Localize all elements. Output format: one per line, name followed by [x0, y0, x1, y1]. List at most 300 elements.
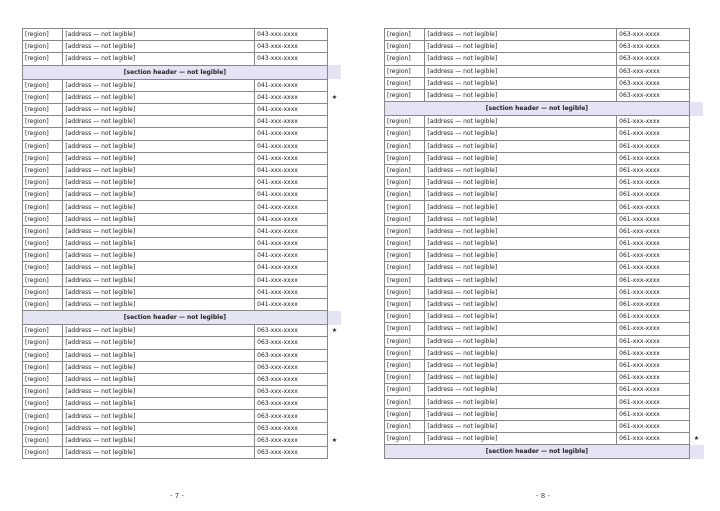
office-name: [region]: [23, 410, 63, 422]
office-phone: 061-xxx-xxxx: [617, 250, 690, 262]
star-mark: [327, 29, 341, 41]
office-name: [region]: [385, 225, 425, 237]
page-number-left: - 7 -: [170, 492, 184, 500]
office-phone: 041-xxx-xxxx: [255, 286, 328, 298]
office-row: [23, 213, 342, 225]
office-name: [region]: [23, 116, 63, 128]
office-phone: 041-xxx-xxxx: [255, 164, 328, 176]
star-mark: [327, 189, 341, 201]
office-name: [region]: [385, 433, 425, 445]
office-name: [region]: [385, 152, 425, 164]
office-row: [385, 433, 704, 445]
office-phone: 061-xxx-xxxx: [617, 372, 690, 384]
office-name: [region]: [23, 262, 63, 274]
star-mark: [689, 65, 703, 77]
office-name: [region]: [23, 140, 63, 152]
star-mark: [327, 41, 341, 53]
office-table-right: [384, 28, 704, 459]
office-row: [23, 349, 342, 361]
office-row: [23, 337, 342, 349]
office-address: [address — not legible]: [63, 298, 255, 310]
office-phone: 041-xxx-xxxx: [255, 201, 328, 213]
star-mark: [689, 177, 703, 189]
office-phone: 061-xxx-xxxx: [617, 225, 690, 237]
section-title: [section header — not legible]: [23, 65, 328, 79]
office-phone: 041-xxx-xxxx: [255, 177, 328, 189]
office-phone: 063-xxx-xxxx: [617, 77, 690, 89]
office-name: [region]: [385, 372, 425, 384]
office-row: [23, 128, 342, 140]
office-name: [region]: [23, 386, 63, 398]
office-address: [address — not legible]: [425, 89, 617, 101]
office-row: [385, 420, 704, 432]
office-phone: 063-xxx-xxxx: [617, 29, 690, 41]
office-address: [address — not legible]: [63, 361, 255, 373]
office-address: [address — not legible]: [425, 152, 617, 164]
mark-cell: [327, 311, 341, 325]
star-mark: [327, 250, 341, 262]
office-name: [region]: [23, 164, 63, 176]
left-rows: [23, 29, 342, 459]
office-row: [385, 128, 704, 140]
star-mark: [327, 373, 341, 385]
office-phone: 041-xxx-xxxx: [255, 225, 328, 237]
star-mark: [327, 53, 341, 65]
office-phone: 041-xxx-xxxx: [255, 298, 328, 310]
office-row: [23, 238, 342, 250]
office-address: [address — not legible]: [425, 298, 617, 310]
star-mark: [689, 420, 703, 432]
office-row: [23, 386, 342, 398]
star-mark: [689, 77, 703, 89]
office-row: [385, 274, 704, 286]
office-name: [region]: [385, 262, 425, 274]
office-row: [385, 335, 704, 347]
office-name: [region]: [385, 177, 425, 189]
office-address: [address — not legible]: [425, 177, 617, 189]
section-header-row: [23, 311, 342, 325]
office-name: [region]: [385, 420, 425, 432]
office-phone: 063-xxx-xxxx: [617, 65, 690, 77]
office-name: [region]: [23, 213, 63, 225]
office-name: [region]: [385, 323, 425, 335]
star-mark: [327, 140, 341, 152]
office-row: [23, 103, 342, 115]
office-address: [address — not legible]: [425, 384, 617, 396]
office-name: [region]: [23, 91, 63, 103]
office-name: [region]: [23, 422, 63, 434]
office-row: [23, 373, 342, 385]
office-phone: 063-xxx-xxxx: [617, 89, 690, 101]
office-name: [region]: [23, 41, 63, 53]
star-mark: [327, 286, 341, 298]
office-name: [region]: [385, 164, 425, 176]
office-name: [region]: [23, 447, 63, 459]
office-address: [address — not legible]: [63, 103, 255, 115]
office-row: [385, 116, 704, 128]
office-name: [region]: [23, 349, 63, 361]
office-address: [address — not legible]: [425, 65, 617, 77]
office-row: [23, 274, 342, 286]
office-address: [address — not legible]: [425, 286, 617, 298]
star-mark: [689, 311, 703, 323]
office-row: [23, 164, 342, 176]
star-mark: [327, 274, 341, 286]
office-name: [region]: [385, 189, 425, 201]
section-title: [section header — not legible]: [385, 102, 690, 116]
office-name: [region]: [385, 213, 425, 225]
office-phone: 061-xxx-xxxx: [617, 152, 690, 164]
office-name: [region]: [385, 65, 425, 77]
office-address: [address — not legible]: [63, 140, 255, 152]
office-name: [region]: [385, 116, 425, 128]
office-name: [region]: [385, 250, 425, 262]
office-name: [region]: [23, 274, 63, 286]
office-name: [region]: [385, 274, 425, 286]
office-row: [385, 29, 704, 41]
office-phone: 041-xxx-xxxx: [255, 79, 328, 91]
mark-cell: [689, 102, 703, 116]
star-mark: [327, 128, 341, 140]
office-address: [address — not legible]: [425, 53, 617, 65]
star-mark: [689, 359, 703, 371]
office-row: [385, 359, 704, 371]
star-mark: [689, 347, 703, 359]
office-row: [23, 286, 342, 298]
office-address: [address — not legible]: [425, 323, 617, 335]
office-phone: 061-xxx-xxxx: [617, 286, 690, 298]
office-name: [region]: [23, 434, 63, 446]
office-row: [385, 372, 704, 384]
star-mark: [689, 323, 703, 335]
office-name: [region]: [385, 201, 425, 213]
office-phone: 063-xxx-xxxx: [255, 325, 328, 337]
office-phone: 041-xxx-xxxx: [255, 274, 328, 286]
office-name: [region]: [385, 347, 425, 359]
office-address: [address — not legible]: [63, 250, 255, 262]
right-rows: [385, 29, 704, 459]
office-phone: 063-xxx-xxxx: [255, 398, 328, 410]
star-mark: [689, 408, 703, 420]
star-mark: [327, 201, 341, 213]
office-phone: 063-xxx-xxxx: [255, 422, 328, 434]
office-address: [address — not legible]: [63, 274, 255, 286]
star-mark: [689, 116, 703, 128]
star-mark: [327, 262, 341, 274]
office-phone: 063-xxx-xxxx: [255, 386, 328, 398]
office-address: [address — not legible]: [63, 189, 255, 201]
star-mark: [689, 250, 703, 262]
office-row: [385, 347, 704, 359]
office-row: [385, 323, 704, 335]
star-mark: [689, 372, 703, 384]
office-row: [23, 177, 342, 189]
office-address: [address — not legible]: [425, 359, 617, 371]
star-mark: [327, 79, 341, 91]
office-address: [address — not legible]: [63, 79, 255, 91]
star-mark: [327, 298, 341, 310]
office-address: [address — not legible]: [425, 77, 617, 89]
office-address: [address — not legible]: [425, 433, 617, 445]
star-mark: [689, 41, 703, 53]
office-row: [385, 164, 704, 176]
star-mark: [689, 164, 703, 176]
office-address: [address — not legible]: [425, 140, 617, 152]
office-address: [address — not legible]: [63, 29, 255, 41]
office-row: [23, 361, 342, 373]
office-row: [23, 91, 342, 103]
office-name: [region]: [23, 398, 63, 410]
office-name: [region]: [23, 250, 63, 262]
office-address: [address — not legible]: [63, 116, 255, 128]
office-row: [385, 53, 704, 65]
office-row: [385, 201, 704, 213]
office-address: [address — not legible]: [63, 447, 255, 459]
office-name: [region]: [23, 286, 63, 298]
star-mark: [689, 298, 703, 310]
office-name: [region]: [385, 359, 425, 371]
office-address: [address — not legible]: [425, 41, 617, 53]
office-row: [385, 41, 704, 53]
office-row: [23, 410, 342, 422]
office-address: [address — not legible]: [425, 164, 617, 176]
office-phone: 041-xxx-xxxx: [255, 262, 328, 274]
star-mark: [327, 361, 341, 373]
office-phone: 063-xxx-xxxx: [255, 349, 328, 361]
star-mark: [689, 189, 703, 201]
office-phone: 061-xxx-xxxx: [617, 396, 690, 408]
section-title: [section header — not legible]: [385, 445, 690, 459]
office-address: [address — not legible]: [63, 177, 255, 189]
office-row: [23, 79, 342, 91]
office-address: [address — not legible]: [425, 372, 617, 384]
office-name: [region]: [385, 408, 425, 420]
office-address: [address — not legible]: [63, 286, 255, 298]
office-phone: 063-xxx-xxxx: [255, 361, 328, 373]
office-name: [region]: [385, 89, 425, 101]
star-mark: [689, 396, 703, 408]
office-address: [address — not legible]: [63, 53, 255, 65]
office-phone: 063-xxx-xxxx: [255, 434, 328, 446]
office-phone: 061-xxx-xxxx: [617, 420, 690, 432]
office-address: [address — not legible]: [425, 225, 617, 237]
office-phone: 061-xxx-xxxx: [617, 140, 690, 152]
office-name: [region]: [385, 41, 425, 53]
office-address: [address — not legible]: [63, 201, 255, 213]
office-address: [address — not legible]: [63, 238, 255, 250]
section-header-row: [385, 445, 704, 459]
office-row: [23, 53, 342, 65]
office-name: [region]: [385, 140, 425, 152]
office-name: [region]: [23, 373, 63, 385]
star-mark: [327, 386, 341, 398]
office-phone: 061-xxx-xxxx: [617, 189, 690, 201]
office-phone: 041-xxx-xxxx: [255, 238, 328, 250]
office-name: [region]: [23, 103, 63, 115]
office-row: [23, 298, 342, 310]
office-name: [region]: [23, 361, 63, 373]
office-phone: 063-xxx-xxxx: [255, 337, 328, 349]
star-mark: [689, 213, 703, 225]
office-row: [385, 250, 704, 262]
office-phone: 041-xxx-xxxx: [255, 103, 328, 115]
office-phone: 041-xxx-xxxx: [255, 116, 328, 128]
office-name: [region]: [23, 225, 63, 237]
office-address: [address — not legible]: [425, 335, 617, 347]
office-row: [385, 65, 704, 77]
office-address: [address — not legible]: [425, 262, 617, 274]
star-mark: [327, 213, 341, 225]
office-row: [23, 447, 342, 459]
star-mark: ★: [331, 327, 338, 335]
office-name: [region]: [385, 53, 425, 65]
office-row: [385, 262, 704, 274]
office-address: [address — not legible]: [63, 152, 255, 164]
star-mark: ★: [331, 436, 338, 444]
office-row: [385, 286, 704, 298]
star-mark: [689, 140, 703, 152]
office-name: [region]: [385, 128, 425, 140]
office-phone: 041-xxx-xxxx: [255, 189, 328, 201]
section-title: [section header — not legible]: [23, 311, 328, 325]
office-phone: 061-xxx-xxxx: [617, 384, 690, 396]
office-phone: 061-xxx-xxxx: [617, 201, 690, 213]
office-address: [address — not legible]: [425, 213, 617, 225]
office-row: [385, 384, 704, 396]
office-address: [address — not legible]: [425, 274, 617, 286]
office-phone: 061-xxx-xxxx: [617, 116, 690, 128]
office-name: [region]: [385, 298, 425, 310]
office-row: [23, 262, 342, 274]
office-row: [23, 152, 342, 164]
mark-cell: [689, 445, 703, 459]
office-phone: 041-xxx-xxxx: [255, 152, 328, 164]
star-mark: [327, 447, 341, 459]
star-mark: [327, 103, 341, 115]
office-row: [23, 201, 342, 213]
office-row: [385, 140, 704, 152]
office-address: [address — not legible]: [63, 398, 255, 410]
office-address: [address — not legible]: [63, 164, 255, 176]
office-row: [23, 41, 342, 53]
office-phone: 043-xxx-xxxx: [255, 29, 328, 41]
star-mark: [327, 337, 341, 349]
office-row: [385, 408, 704, 420]
office-address: [address — not legible]: [63, 91, 255, 103]
star-mark: [327, 422, 341, 434]
office-row: [23, 116, 342, 128]
office-row: [385, 189, 704, 201]
office-phone: 061-xxx-xxxx: [617, 164, 690, 176]
office-row: [23, 140, 342, 152]
office-phone: 041-xxx-xxxx: [255, 140, 328, 152]
office-table-left: [22, 28, 342, 459]
office-phone: 061-xxx-xxxx: [617, 238, 690, 250]
office-row: [23, 29, 342, 41]
office-row: [385, 213, 704, 225]
office-phone: 061-xxx-xxxx: [617, 177, 690, 189]
star-mark: [327, 398, 341, 410]
office-name: [region]: [23, 128, 63, 140]
office-phone: 043-xxx-xxxx: [255, 53, 328, 65]
office-phone: 061-xxx-xxxx: [617, 359, 690, 371]
office-phone: 061-xxx-xxxx: [617, 335, 690, 347]
star-mark: [327, 116, 341, 128]
office-address: [address — not legible]: [425, 189, 617, 201]
office-address: [address — not legible]: [63, 349, 255, 361]
office-address: [address — not legible]: [63, 386, 255, 398]
office-address: [address — not legible]: [425, 238, 617, 250]
star-mark: [689, 201, 703, 213]
office-address: [address — not legible]: [63, 213, 255, 225]
office-address: [address — not legible]: [63, 225, 255, 237]
star-mark: [327, 152, 341, 164]
office-row: [23, 189, 342, 201]
office-phone: 063-xxx-xxxx: [255, 447, 328, 459]
office-name: [region]: [23, 79, 63, 91]
office-row: [385, 225, 704, 237]
office-address: [address — not legible]: [63, 422, 255, 434]
office-row: [385, 177, 704, 189]
office-name: [region]: [385, 335, 425, 347]
office-name: [region]: [23, 298, 63, 310]
office-address: [address — not legible]: [425, 347, 617, 359]
office-name: [region]: [385, 29, 425, 41]
office-phone: 061-xxx-xxxx: [617, 213, 690, 225]
office-phone: 061-xxx-xxxx: [617, 433, 690, 445]
office-name: [region]: [23, 177, 63, 189]
office-row: [385, 238, 704, 250]
office-phone: 061-xxx-xxxx: [617, 262, 690, 274]
right-page: [384, 28, 704, 459]
office-phone: 061-xxx-xxxx: [617, 274, 690, 286]
office-name: [region]: [23, 189, 63, 201]
office-address: [address — not legible]: [63, 410, 255, 422]
page-number-right: - 8 -: [536, 492, 550, 500]
star-mark: [689, 152, 703, 164]
office-row: [385, 77, 704, 89]
office-name: [region]: [385, 384, 425, 396]
office-name: [region]: [385, 396, 425, 408]
star-mark: [689, 286, 703, 298]
office-row: [385, 89, 704, 101]
star-mark: [327, 349, 341, 361]
star-mark: ★: [331, 93, 338, 101]
star-mark: [689, 225, 703, 237]
office-row: [385, 298, 704, 310]
office-name: [region]: [23, 325, 63, 337]
office-row: [23, 225, 342, 237]
office-name: [region]: [385, 77, 425, 89]
office-address: [address — not legible]: [63, 373, 255, 385]
office-row: [23, 325, 342, 337]
office-address: [address — not legible]: [425, 116, 617, 128]
office-name: [region]: [23, 337, 63, 349]
office-name: [region]: [385, 311, 425, 323]
office-name: [region]: [385, 238, 425, 250]
star-mark: [689, 238, 703, 250]
office-address: [address — not legible]: [63, 41, 255, 53]
office-address: [address — not legible]: [63, 434, 255, 446]
office-address: [address — not legible]: [63, 128, 255, 140]
office-address: [address — not legible]: [63, 262, 255, 274]
office-name: [region]: [23, 238, 63, 250]
section-header-row: [385, 102, 704, 116]
office-row: [385, 152, 704, 164]
star-mark: [327, 238, 341, 250]
office-phone: 061-xxx-xxxx: [617, 408, 690, 420]
section-header-row: [23, 65, 342, 79]
